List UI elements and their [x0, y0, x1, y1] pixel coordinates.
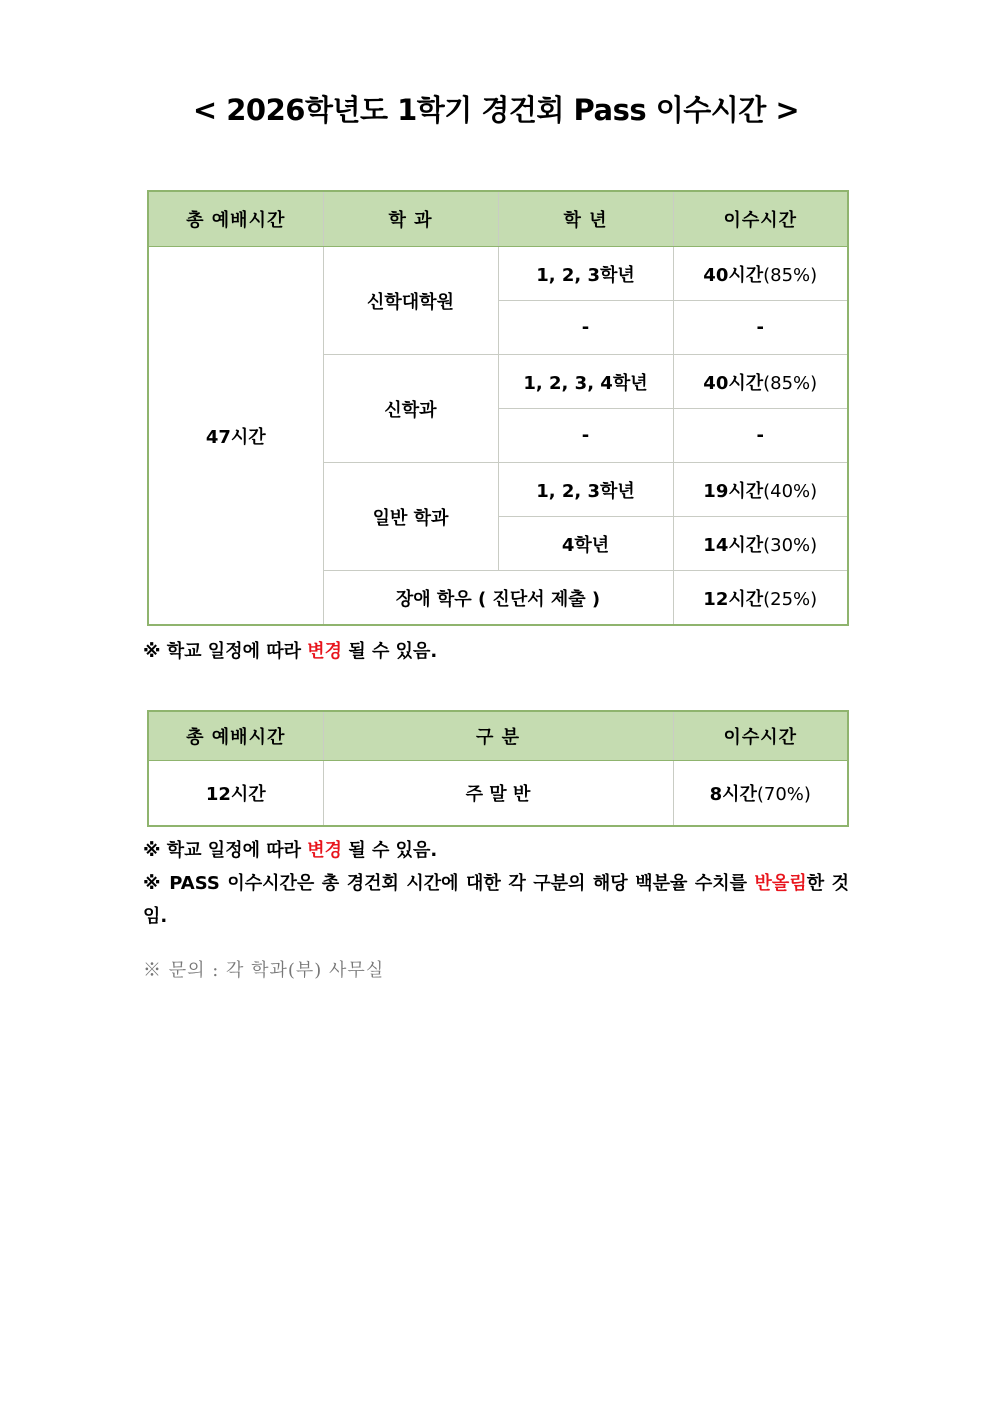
- header-required-hours: 이수시간: [673, 191, 848, 247]
- hours-cell: [673, 571, 848, 626]
- header-required-hours: 이수시간: [673, 711, 848, 761]
- grade-cell: 1, 2, 3, 4학년: [498, 355, 673, 409]
- total-hours-cell: 12시간: [148, 761, 323, 827]
- note-text: 될 수 있음.: [342, 840, 438, 861]
- hours-cell: -: [673, 301, 848, 355]
- note-text: 한 것임.: [143, 873, 850, 927]
- hours-value: 19시간: [703, 480, 764, 502]
- pass-hours-table: [147, 190, 849, 626]
- note-highlight: 반올림: [754, 873, 807, 894]
- hours-cell: [673, 517, 848, 571]
- schedule-change-note: [143, 835, 849, 867]
- page-title: < 2026학년도 1학기 경건회 Pass 이수시간 >: [192, 93, 800, 127]
- hours-percent: (70%): [756, 784, 811, 805]
- hours-percent: (30%): [763, 534, 818, 556]
- header-total-hours: 총 예배시간: [148, 711, 323, 761]
- note-text: 될 수 있음.: [342, 641, 438, 662]
- hours-cell: -: [673, 409, 848, 463]
- hours-cell: [673, 761, 848, 827]
- total-hours-cell: 47시간: [148, 247, 323, 626]
- department-cell: 신학대학원: [323, 247, 498, 355]
- note-text: ※ PASS 이수시간은 총 경건회 시간에 대한 각 구분의 해당 백분율 수치를: [143, 873, 755, 894]
- note-text: ※ 학교 일정에 따라: [143, 840, 308, 861]
- hours-value: 8시간: [709, 784, 757, 805]
- table-row: [148, 247, 848, 301]
- department-cell: 신학과: [323, 355, 498, 463]
- department-cell: 일반 학과: [323, 463, 498, 571]
- table-row: [148, 761, 848, 827]
- hours-percent: (25%): [763, 588, 818, 610]
- header-department: 학 과: [323, 191, 498, 247]
- category-cell: 주 말 반: [323, 761, 673, 827]
- header-total-hours: 총 예배시간: [148, 191, 323, 247]
- grade-cell: 1, 2, 3학년: [498, 463, 673, 517]
- header-category: 구 분: [323, 711, 673, 761]
- rounding-note: [143, 867, 849, 933]
- header-grade: 학 년: [498, 191, 673, 247]
- hours-cell: [673, 355, 848, 409]
- table-header-row: [148, 191, 848, 247]
- hours-percent: (85%): [763, 264, 818, 286]
- grade-cell: -: [498, 301, 673, 355]
- hours-value: 12시간: [703, 588, 764, 610]
- hours-cell: [673, 463, 848, 517]
- hours-percent: (40%): [763, 480, 818, 502]
- hours-value: 40시간: [703, 372, 764, 394]
- note-text: ※ 학교 일정에 따라: [143, 641, 308, 662]
- hours-value: 40시간: [703, 264, 764, 286]
- note-highlight: 변경: [307, 840, 343, 861]
- grade-cell: 1, 2, 3학년: [498, 247, 673, 301]
- table-header-row: [148, 711, 848, 761]
- schedule-change-note: [143, 636, 849, 668]
- hours-value: 14시간: [703, 534, 764, 556]
- note-highlight: 변경: [307, 641, 343, 662]
- disabled-students-cell: 장애 학우 ( 진단서 제출 ): [323, 571, 673, 626]
- grade-cell: 4학년: [498, 517, 673, 571]
- weekend-class-table: [147, 710, 849, 827]
- hours-percent: (85%): [763, 372, 818, 394]
- hours-cell: [673, 247, 848, 301]
- grade-cell: -: [498, 409, 673, 463]
- inquiry-contact: ※ 문의 : 각 학과(부) 사무실: [143, 960, 385, 981]
